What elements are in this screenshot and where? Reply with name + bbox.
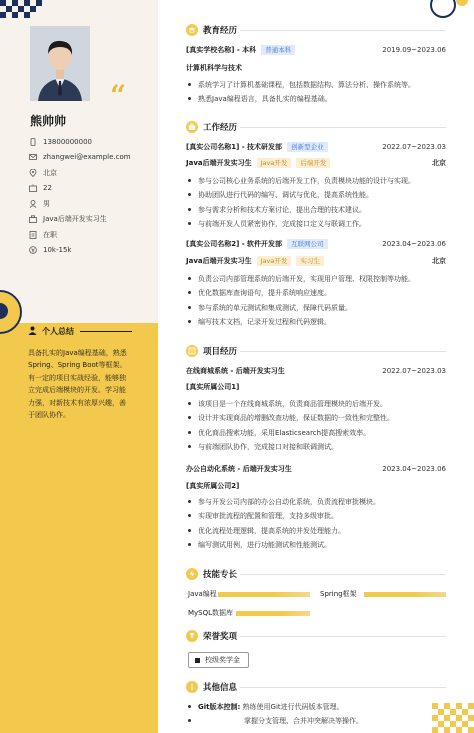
job-header	[186, 239, 446, 249]
job-icon	[28, 214, 38, 224]
location-icon	[28, 168, 38, 178]
skill-bar	[218, 592, 310, 597]
info-status	[28, 227, 131, 243]
project-header	[186, 464, 446, 474]
list-item: 与前端团队协作，完成接口对接和联调测试。	[186, 440, 446, 454]
list-item: 熟悉Java编程语言，具备扎实的编程基础。	[186, 92, 446, 106]
checker-decoration	[430, 703, 474, 733]
status-icon	[28, 230, 38, 240]
info-phone	[28, 134, 131, 150]
info-email	[28, 150, 131, 166]
section-title: 荣誉奖项	[203, 632, 238, 642]
other-text: 掌握分支管理、合并冲突解决等操作。	[244, 717, 363, 726]
section-title: 项目经历	[203, 347, 238, 357]
info-text: 在职	[43, 230, 57, 239]
list-item: 参与开发公司内部的办公自动化系统，负责流程审批模块。	[186, 495, 446, 509]
list-item: 优化流程处理逻辑，提高系统的并发处理能力。	[186, 524, 446, 538]
role-tag: 实习生	[296, 256, 324, 266]
skill-bar	[364, 592, 446, 597]
award-badge	[188, 652, 249, 668]
dot-decoration	[456, 0, 468, 6]
award-name: 校级奖学金	[205, 656, 240, 664]
mail-icon	[28, 152, 38, 162]
role-tag: 后端开发	[296, 158, 330, 168]
info-salary	[28, 243, 131, 259]
section-divider	[240, 687, 446, 688]
job-bullets	[186, 174, 446, 231]
section-divider	[240, 636, 446, 637]
job-date: 2022.07~2023.03	[382, 143, 446, 151]
list-item: 优化商品搜索功能，采用Elasticsearch提高搜索效率。	[186, 426, 446, 440]
list-item: 实现审批流程的配置和管理，支持多级审批。	[186, 509, 446, 523]
company-name: [真实公司名称2] - 软件开发部	[186, 240, 283, 248]
summary-divider	[80, 331, 132, 332]
info-gender	[28, 196, 131, 212]
other-text: 熟练使用Git进行代码版本管理。	[242, 703, 344, 711]
role-tag: Java开发	[257, 158, 292, 168]
section-skills-heading	[186, 568, 237, 580]
skill-item	[320, 589, 357, 599]
info-text: 男	[43, 199, 50, 208]
section-divider	[240, 127, 446, 128]
info-text: zhangwei@example.com	[43, 153, 131, 162]
job-header	[186, 142, 446, 152]
age-icon	[28, 183, 38, 193]
section-education-heading	[186, 24, 237, 36]
section-awards-heading	[186, 630, 237, 642]
info-icon	[186, 681, 198, 693]
project-company-row	[186, 382, 446, 392]
info-age	[28, 181, 131, 197]
section-projects-heading	[186, 345, 237, 357]
section-divider	[240, 351, 446, 352]
list-item: 负责公司内部管理系统的后端开发，实现用户管理、权限控制等功能。	[186, 272, 446, 286]
list-item: 该项目是一个在线商城系统，负责商品管理模块的后端开发。	[186, 397, 446, 411]
project-icon	[186, 345, 198, 357]
square-bullet-icon	[195, 658, 200, 663]
profile-name: 熊帅帅	[30, 114, 67, 128]
project-name: 在线商城系统 - 后端开发实习生	[186, 367, 285, 375]
summary-heading	[28, 326, 74, 337]
person-icon	[28, 326, 37, 337]
major: 计算机科学与技术	[186, 64, 242, 72]
avatar	[30, 26, 90, 101]
list-item: 系统学习了计算机基础课程，包括数据结构、算法分析、操作系统等。	[186, 78, 446, 92]
list-item: 参与系统的单元测试和集成测试，保障代码质量。	[186, 301, 446, 315]
salary-icon	[28, 245, 38, 255]
award-icon	[186, 630, 198, 642]
skill-bar	[236, 611, 310, 616]
project-bullets	[186, 495, 446, 552]
project-header	[186, 366, 446, 376]
info-job	[28, 212, 131, 228]
sidebar	[0, 0, 158, 733]
lightning-icon	[186, 568, 198, 580]
school-name: [真实学校名称] - 本科	[186, 46, 257, 54]
info-text: 10k-15k	[43, 246, 72, 255]
info-text: 22	[43, 184, 52, 193]
project-company: [真实所属公司1]	[186, 383, 240, 391]
info-text: 北京	[43, 168, 57, 177]
summary-title: 个人总结	[42, 327, 74, 336]
job-bullets	[186, 272, 446, 329]
company-tag: 互联网公司	[287, 239, 328, 249]
section-title: 其他信息	[203, 683, 238, 693]
quote-mark-icon: “	[110, 79, 127, 112]
job-role: Java后端开发实习生	[186, 257, 252, 265]
list-item: 编写技术文档，记录开发过程和代码逻辑。	[186, 315, 446, 329]
section-title: 工作经历	[203, 123, 238, 133]
info-location	[28, 165, 131, 181]
info-text: Java后端开发实习生	[43, 215, 107, 224]
job-role-row	[186, 256, 446, 266]
list-item: 设计并实现商品的增删改查功能，保证数据的一致性和完整性。	[186, 411, 446, 425]
circle-decoration	[430, 0, 456, 18]
list-item	[186, 714, 446, 728]
education-icon	[186, 24, 198, 36]
project-date: 2023.04~2023.06	[382, 465, 446, 473]
job-city: 北京	[432, 257, 446, 265]
summary-text: 具备扎实的Java编程基础，熟悉Spring、Spring Boot等框架。有一定的项目实战经验，能够独立完成后端模块的开发。学习能力强，对新技术有浓厚兴趣，善于团队协作。	[28, 349, 127, 420]
project-company: [真实所属公司2]	[186, 482, 240, 490]
checker-decoration	[0, 0, 48, 20]
skill-name: MySQL数据库	[188, 609, 234, 617]
education-major-row	[186, 63, 446, 73]
section-title: 技能专长	[203, 570, 238, 580]
list-item: 参与公司核心业务系统的后端开发工作，负责模块功能的设计与实现。	[186, 174, 446, 188]
job-date: 2023.04~2023.06	[382, 240, 446, 248]
company-name: [真实公司名称1] - 技术研发部	[186, 143, 283, 151]
list-item: 编写测试用例，进行功能测试和性能测试。	[186, 538, 446, 552]
gender-icon	[28, 199, 38, 209]
section-other-heading	[186, 681, 237, 693]
section-divider	[240, 30, 446, 31]
info-text: 13800000000	[43, 137, 92, 146]
main-content	[158, 0, 474, 733]
education-header	[186, 45, 446, 55]
job-role: Java后端开发实习生	[186, 159, 252, 167]
skill-item	[188, 589, 217, 599]
role-tag: Java开发	[257, 256, 292, 266]
list-item: 与前端开发人员紧密协作，完成接口定义与联调工作。	[186, 217, 446, 231]
other-label: Git版本控制:	[198, 703, 241, 711]
project-name: 办公自动化系统 - 后端开发实习生	[186, 465, 292, 473]
school-tag: 普通本科	[261, 45, 295, 55]
skill-name: Spring框架	[320, 590, 357, 598]
skill-item	[188, 608, 233, 618]
education-date: 2019.09~2023.06	[382, 46, 446, 54]
project-bullets	[186, 397, 446, 454]
section-title: 教育经历	[203, 26, 238, 36]
section-work-heading	[186, 121, 237, 133]
list-item: 优化数据库查询语句，提升系统响应速度。	[186, 286, 446, 300]
education-bullets	[186, 78, 446, 107]
job-role-row	[186, 158, 446, 168]
briefcase-icon	[186, 121, 198, 133]
other-bullets	[186, 700, 446, 729]
contact-info	[28, 134, 131, 258]
project-company-row	[186, 481, 446, 491]
project-date: 2022.07~2023.03	[382, 367, 446, 375]
list-item: 参与需求分析和技术方案讨论，提出合理的技术建议。	[186, 203, 446, 217]
company-tag: 创新型企业	[287, 142, 328, 152]
section-divider	[240, 574, 446, 575]
phone-icon	[28, 137, 38, 147]
skill-name: Java编程	[188, 590, 217, 598]
list-item	[186, 700, 446, 714]
list-item: 协助团队进行代码的编写、调试与优化，提高系统性能。	[186, 188, 446, 202]
job-city: 北京	[432, 159, 446, 167]
